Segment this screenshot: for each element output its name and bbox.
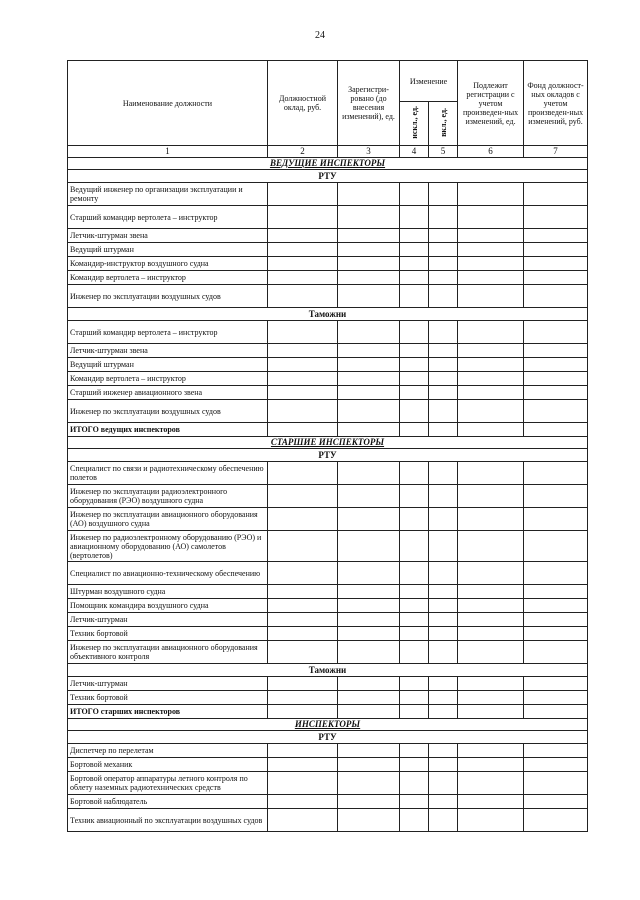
registered-cell[interactable] bbox=[338, 321, 400, 344]
salary-cell[interactable] bbox=[268, 641, 338, 664]
to-register-cell[interactable] bbox=[458, 206, 524, 229]
position-name: Инженер по эксплуатации воздушных судов bbox=[68, 285, 268, 308]
salary-fund-cell[interactable] bbox=[524, 206, 588, 229]
included-cell[interactable] bbox=[429, 271, 458, 285]
salary-cell[interactable] bbox=[268, 229, 338, 243]
excluded-cell[interactable] bbox=[400, 585, 429, 599]
excluded-cell[interactable] bbox=[400, 641, 429, 664]
salary-cell[interactable] bbox=[268, 285, 338, 308]
salary-cell[interactable] bbox=[268, 795, 338, 809]
position-name: Бортовой механик bbox=[68, 758, 268, 772]
to-register-cell[interactable] bbox=[458, 677, 524, 691]
excluded-cell[interactable] bbox=[400, 400, 429, 423]
salary-cell[interactable] bbox=[268, 243, 338, 257]
group-title bbox=[68, 308, 588, 321]
table-row bbox=[68, 321, 588, 344]
position-name: Техник авиационный по эксплуатации воздушных судов bbox=[68, 809, 268, 832]
excluded-cell[interactable] bbox=[400, 809, 429, 832]
salary-cell[interactable] bbox=[268, 744, 338, 758]
excluded-cell[interactable] bbox=[400, 321, 429, 344]
included-cell[interactable] bbox=[429, 257, 458, 271]
to-register-cell[interactable] bbox=[458, 627, 524, 641]
excluded-cell[interactable] bbox=[400, 705, 429, 719]
excluded-cell[interactable] bbox=[400, 423, 429, 437]
table-row bbox=[68, 285, 588, 308]
salary-fund-cell[interactable] bbox=[524, 358, 588, 372]
registered-cell[interactable] bbox=[338, 809, 400, 832]
salary-cell[interactable] bbox=[268, 462, 338, 485]
registered-cell[interactable] bbox=[338, 271, 400, 285]
section-title bbox=[68, 437, 588, 449]
salary-cell[interactable] bbox=[268, 372, 338, 386]
table-row bbox=[68, 344, 588, 358]
excluded-cell[interactable] bbox=[400, 344, 429, 358]
excluded-cell[interactable] bbox=[400, 562, 429, 585]
to-register-cell[interactable] bbox=[458, 400, 524, 423]
registered-cell[interactable] bbox=[338, 508, 400, 531]
table-row bbox=[68, 809, 588, 832]
group-title bbox=[68, 449, 588, 462]
salary-cell[interactable] bbox=[268, 485, 338, 508]
salary-fund-cell[interactable] bbox=[524, 423, 588, 437]
position-name: Инженер по эксплуатации воздушных судов bbox=[68, 400, 268, 423]
registered-cell[interactable] bbox=[338, 705, 400, 719]
included-cell[interactable] bbox=[429, 423, 458, 437]
position-name: Ведущий штурман bbox=[68, 243, 268, 257]
excluded-cell[interactable] bbox=[400, 531, 429, 562]
to-register-cell[interactable] bbox=[458, 372, 524, 386]
salary-cell[interactable] bbox=[268, 400, 338, 423]
salary-cell[interactable] bbox=[268, 183, 338, 206]
salary-fund-cell[interactable] bbox=[524, 795, 588, 809]
position-name: Специалист по связи и радиотехническому обеспечению полетов bbox=[68, 462, 268, 485]
position-name: Бортовой оператор аппаратуры летного контроля по облету наземных радиотехнических средств bbox=[68, 772, 268, 795]
excluded-cell[interactable] bbox=[400, 744, 429, 758]
column-number: 1 bbox=[68, 146, 268, 158]
salary-cell[interactable] bbox=[268, 321, 338, 344]
salary-fund-cell[interactable] bbox=[524, 485, 588, 508]
table-row bbox=[68, 229, 588, 243]
registered-cell[interactable] bbox=[338, 677, 400, 691]
included-cell[interactable] bbox=[429, 344, 458, 358]
header-registered: Зарегистри-ровано (до внесения изменений), ед. bbox=[338, 61, 400, 146]
table-row bbox=[68, 462, 588, 485]
table-row bbox=[68, 691, 588, 705]
table-body bbox=[68, 146, 588, 832]
salary-cell[interactable] bbox=[268, 809, 338, 832]
table-row bbox=[68, 744, 588, 758]
to-register-cell[interactable] bbox=[458, 691, 524, 705]
group-title-label: РТУ bbox=[68, 449, 588, 462]
to-register-cell[interactable] bbox=[458, 344, 524, 358]
excluded-cell[interactable] bbox=[400, 462, 429, 485]
to-register-cell[interactable] bbox=[458, 744, 524, 758]
header-position-name: Наименование должности bbox=[68, 61, 268, 146]
page-number: 24 bbox=[315, 30, 325, 41]
column-number: 5 bbox=[429, 146, 458, 158]
salary-cell[interactable] bbox=[268, 271, 338, 285]
salary-fund-cell[interactable] bbox=[524, 400, 588, 423]
table-row bbox=[68, 243, 588, 257]
salary-cell[interactable] bbox=[268, 358, 338, 372]
salary-cell[interactable] bbox=[268, 599, 338, 613]
registered-cell[interactable] bbox=[338, 599, 400, 613]
to-register-cell[interactable] bbox=[458, 795, 524, 809]
included-cell[interactable] bbox=[429, 627, 458, 641]
position-name: Командир вертолета – инструктор bbox=[68, 372, 268, 386]
table-row bbox=[68, 257, 588, 271]
to-register-cell[interactable] bbox=[458, 705, 524, 719]
group-title-label: РТУ bbox=[68, 170, 588, 183]
to-register-cell[interactable] bbox=[458, 599, 524, 613]
group-title-label: РТУ bbox=[68, 731, 588, 744]
salary-cell[interactable] bbox=[268, 627, 338, 641]
salary-cell[interactable] bbox=[268, 423, 338, 437]
included-cell[interactable] bbox=[429, 229, 458, 243]
section-title-label: ИНСПЕКТОРЫ bbox=[68, 719, 588, 731]
salary-cell[interactable] bbox=[268, 691, 338, 705]
included-cell[interactable] bbox=[429, 485, 458, 508]
registered-cell[interactable] bbox=[338, 183, 400, 206]
group-title bbox=[68, 664, 588, 677]
salary-fund-cell[interactable] bbox=[524, 344, 588, 358]
excluded-cell[interactable] bbox=[400, 372, 429, 386]
included-cell[interactable] bbox=[429, 677, 458, 691]
table-row bbox=[68, 627, 588, 641]
excluded-cell[interactable] bbox=[400, 627, 429, 641]
salary-fund-cell[interactable] bbox=[524, 229, 588, 243]
position-name: Летчик-штурман звена bbox=[68, 229, 268, 243]
included-cell[interactable] bbox=[429, 358, 458, 372]
salary-fund-cell[interactable] bbox=[524, 321, 588, 344]
table-row bbox=[68, 772, 588, 795]
position-name: Инженер по эксплуатации авиационного оборудования объективного контроля bbox=[68, 641, 268, 664]
registered-cell[interactable] bbox=[338, 531, 400, 562]
to-register-cell[interactable] bbox=[458, 257, 524, 271]
total-label: ИТОГО ведущих инспекторов bbox=[68, 423, 268, 437]
excluded-cell[interactable] bbox=[400, 758, 429, 772]
to-register-cell[interactable] bbox=[458, 758, 524, 772]
salary-fund-cell[interactable] bbox=[524, 613, 588, 627]
to-register-cell[interactable] bbox=[458, 423, 524, 437]
included-cell[interactable] bbox=[429, 641, 458, 664]
salary-fund-cell[interactable] bbox=[524, 386, 588, 400]
excluded-cell[interactable] bbox=[400, 206, 429, 229]
to-register-cell[interactable] bbox=[458, 809, 524, 832]
excluded-cell[interactable] bbox=[400, 271, 429, 285]
to-register-cell[interactable] bbox=[458, 285, 524, 308]
table-row bbox=[68, 358, 588, 372]
to-register-cell[interactable] bbox=[458, 183, 524, 206]
column-number: 3 bbox=[338, 146, 400, 158]
group-title-label: Таможни bbox=[68, 664, 588, 677]
salary-cell[interactable] bbox=[268, 613, 338, 627]
section-title-label: СТАРШИЕ ИНСПЕКТОРЫ bbox=[68, 437, 588, 449]
position-name: Специалист по авиационно-техническому обеспечению bbox=[68, 562, 268, 585]
registered-cell[interactable] bbox=[338, 400, 400, 423]
to-register-cell[interactable] bbox=[458, 229, 524, 243]
excluded-cell[interactable] bbox=[400, 485, 429, 508]
included-cell[interactable] bbox=[429, 562, 458, 585]
header-change: Изменение bbox=[400, 61, 458, 102]
registered-cell[interactable] bbox=[338, 358, 400, 372]
to-register-cell[interactable] bbox=[458, 772, 524, 795]
group-title-label: Таможни bbox=[68, 308, 588, 321]
included-cell[interactable] bbox=[429, 691, 458, 705]
registered-cell[interactable] bbox=[338, 229, 400, 243]
salary-cell[interactable] bbox=[268, 562, 338, 585]
table-row bbox=[68, 206, 588, 229]
included-cell[interactable] bbox=[429, 599, 458, 613]
to-register-cell[interactable] bbox=[458, 585, 524, 599]
registered-cell[interactable] bbox=[338, 372, 400, 386]
position-name: Летчик-штурман bbox=[68, 677, 268, 691]
table-row bbox=[68, 508, 588, 531]
salary-fund-cell[interactable] bbox=[524, 641, 588, 664]
position-name: Техник бортовой bbox=[68, 627, 268, 641]
position-name: Инженер по эксплуатации радиоэлектронного оборудования (РЭО) воздушного судна bbox=[68, 485, 268, 508]
included-cell[interactable] bbox=[429, 386, 458, 400]
position-name: Техник бортовой bbox=[68, 691, 268, 705]
salary-cell[interactable] bbox=[268, 585, 338, 599]
excluded-cell[interactable] bbox=[400, 599, 429, 613]
position-name: Командир-инструктор воздушного судна bbox=[68, 257, 268, 271]
table-row bbox=[68, 400, 588, 423]
included-cell[interactable] bbox=[429, 772, 458, 795]
included-cell[interactable] bbox=[429, 758, 458, 772]
position-name: Ведущий штурман bbox=[68, 358, 268, 372]
column-number: 6 bbox=[458, 146, 524, 158]
position-name: Инженер по эксплуатации авиационного оборудования (АО) воздушного судна bbox=[68, 508, 268, 531]
to-register-cell[interactable] bbox=[458, 613, 524, 627]
salary-fund-cell[interactable] bbox=[524, 772, 588, 795]
position-name: Диспетчер по перелетам bbox=[68, 744, 268, 758]
salary-fund-cell[interactable] bbox=[524, 462, 588, 485]
excluded-cell[interactable] bbox=[400, 613, 429, 627]
included-cell[interactable] bbox=[429, 372, 458, 386]
included-cell[interactable] bbox=[429, 744, 458, 758]
registered-cell[interactable] bbox=[338, 744, 400, 758]
position-name: Командир вертолета – инструктор bbox=[68, 271, 268, 285]
to-register-cell[interactable] bbox=[458, 485, 524, 508]
excluded-cell[interactable] bbox=[400, 183, 429, 206]
to-register-cell[interactable] bbox=[458, 271, 524, 285]
position-name: Старший инженер авиационного звена bbox=[68, 386, 268, 400]
excluded-cell[interactable] bbox=[400, 772, 429, 795]
total-row bbox=[68, 705, 588, 719]
salary-fund-cell[interactable] bbox=[524, 508, 588, 531]
table-row bbox=[68, 372, 588, 386]
included-cell[interactable] bbox=[429, 206, 458, 229]
salary-fund-cell[interactable] bbox=[524, 705, 588, 719]
column-number: 2 bbox=[268, 146, 338, 158]
excluded-cell[interactable] bbox=[400, 358, 429, 372]
table-row bbox=[68, 677, 588, 691]
position-name: Летчик-штурман звена bbox=[68, 344, 268, 358]
to-register-cell[interactable] bbox=[458, 562, 524, 585]
salary-fund-cell[interactable] bbox=[524, 183, 588, 206]
salary-cell[interactable] bbox=[268, 758, 338, 772]
salary-fund-cell[interactable] bbox=[524, 809, 588, 832]
registered-cell[interactable] bbox=[338, 758, 400, 772]
total-row bbox=[68, 423, 588, 437]
excluded-cell[interactable] bbox=[400, 243, 429, 257]
registered-cell[interactable] bbox=[338, 795, 400, 809]
registered-cell[interactable] bbox=[338, 562, 400, 585]
to-register-cell[interactable] bbox=[458, 386, 524, 400]
table-row bbox=[68, 183, 588, 206]
staffing-table bbox=[67, 60, 588, 832]
table-row bbox=[68, 485, 588, 508]
included-cell[interactable] bbox=[429, 809, 458, 832]
salary-fund-cell[interactable] bbox=[524, 372, 588, 386]
excluded-cell[interactable] bbox=[400, 691, 429, 705]
position-name: Ведущий инженер по организации эксплуатации и ремонту bbox=[68, 183, 268, 206]
to-register-cell[interactable] bbox=[458, 243, 524, 257]
excluded-cell[interactable] bbox=[400, 508, 429, 531]
to-register-cell[interactable] bbox=[458, 531, 524, 562]
excluded-cell[interactable] bbox=[400, 257, 429, 271]
header-included: вкл., ед. bbox=[429, 102, 458, 146]
to-register-cell[interactable] bbox=[458, 321, 524, 344]
excluded-cell[interactable] bbox=[400, 795, 429, 809]
registered-cell[interactable] bbox=[338, 627, 400, 641]
registered-cell[interactable] bbox=[338, 691, 400, 705]
salary-cell[interactable] bbox=[268, 257, 338, 271]
table-row bbox=[68, 641, 588, 664]
column-numbers-row bbox=[68, 146, 588, 158]
table-row bbox=[68, 585, 588, 599]
salary-cell[interactable] bbox=[268, 508, 338, 531]
salary-fund-cell[interactable] bbox=[524, 677, 588, 691]
salary-cell[interactable] bbox=[268, 705, 338, 719]
salary-fund-cell[interactable] bbox=[524, 271, 588, 285]
table-row bbox=[68, 758, 588, 772]
column-number: 7 bbox=[524, 146, 588, 158]
registered-cell[interactable] bbox=[338, 772, 400, 795]
to-register-cell[interactable] bbox=[458, 641, 524, 664]
salary-cell[interactable] bbox=[268, 531, 338, 562]
included-cell[interactable] bbox=[429, 531, 458, 562]
position-name: Инженер по радиоэлектронному оборудованию (РЭО) и авиационному оборудованию (АО) самолетов (вертолетов) bbox=[68, 531, 268, 562]
excluded-cell[interactable] bbox=[400, 229, 429, 243]
to-register-cell[interactable] bbox=[458, 358, 524, 372]
position-name: Старший командир вертолета – инструктор bbox=[68, 206, 268, 229]
position-name: Помощник командира воздушного судна bbox=[68, 599, 268, 613]
to-register-cell[interactable] bbox=[458, 462, 524, 485]
registered-cell[interactable] bbox=[338, 206, 400, 229]
salary-fund-cell[interactable] bbox=[524, 758, 588, 772]
included-cell[interactable] bbox=[429, 508, 458, 531]
included-cell[interactable] bbox=[429, 243, 458, 257]
column-number: 4 bbox=[400, 146, 429, 158]
table-row bbox=[68, 795, 588, 809]
salary-fund-cell[interactable] bbox=[524, 585, 588, 599]
registered-cell[interactable] bbox=[338, 585, 400, 599]
salary-cell[interactable] bbox=[268, 206, 338, 229]
salary-cell[interactable] bbox=[268, 344, 338, 358]
salary-fund-cell[interactable] bbox=[524, 562, 588, 585]
registered-cell[interactable] bbox=[338, 641, 400, 664]
registered-cell[interactable] bbox=[338, 257, 400, 271]
salary-fund-cell[interactable] bbox=[524, 744, 588, 758]
excluded-cell[interactable] bbox=[400, 386, 429, 400]
position-name: Бортовой наблюдатель bbox=[68, 795, 268, 809]
registered-cell[interactable] bbox=[338, 344, 400, 358]
section-title bbox=[68, 158, 588, 170]
registered-cell[interactable] bbox=[338, 485, 400, 508]
included-cell[interactable] bbox=[429, 585, 458, 599]
header-excluded: искл., ед. bbox=[400, 102, 429, 146]
salary-fund-cell[interactable] bbox=[524, 531, 588, 562]
salary-fund-cell[interactable] bbox=[524, 599, 588, 613]
registered-cell[interactable] bbox=[338, 613, 400, 627]
salary-fund-cell[interactable] bbox=[524, 243, 588, 257]
included-cell[interactable] bbox=[429, 183, 458, 206]
registered-cell[interactable] bbox=[338, 243, 400, 257]
header-salary-fund: Фонд должност-ных окладов с учетом произведен-ных изменений, руб. bbox=[524, 61, 588, 146]
salary-cell[interactable] bbox=[268, 772, 338, 795]
included-cell[interactable] bbox=[429, 321, 458, 344]
included-cell[interactable] bbox=[429, 400, 458, 423]
included-cell[interactable] bbox=[429, 285, 458, 308]
registered-cell[interactable] bbox=[338, 386, 400, 400]
position-name: Старший командир вертолета – инструктор bbox=[68, 321, 268, 344]
table-row bbox=[68, 271, 588, 285]
header-salary: Должностной оклад, руб. bbox=[268, 61, 338, 146]
table-row bbox=[68, 386, 588, 400]
group-title bbox=[68, 170, 588, 183]
position-name: Летчик-штурман bbox=[68, 613, 268, 627]
salary-fund-cell[interactable] bbox=[524, 285, 588, 308]
included-cell[interactable] bbox=[429, 705, 458, 719]
salary-fund-cell[interactable] bbox=[524, 627, 588, 641]
registered-cell[interactable] bbox=[338, 423, 400, 437]
excluded-cell[interactable] bbox=[400, 677, 429, 691]
header-to-register: Подлежит регистрации с учетом произведен-ных изменений, ед. bbox=[458, 61, 524, 146]
included-cell[interactable] bbox=[429, 613, 458, 627]
to-register-cell[interactable] bbox=[458, 508, 524, 531]
salary-cell[interactable] bbox=[268, 677, 338, 691]
table-row bbox=[68, 613, 588, 627]
position-name: Штурман воздушного судна bbox=[68, 585, 268, 599]
included-cell[interactable] bbox=[429, 462, 458, 485]
registered-cell[interactable] bbox=[338, 285, 400, 308]
table-row bbox=[68, 599, 588, 613]
table-row bbox=[68, 531, 588, 562]
section-title-label: ВЕДУЩИЕ ИНСПЕКТОРЫ bbox=[68, 158, 588, 170]
salary-fund-cell[interactable] bbox=[524, 257, 588, 271]
registered-cell[interactable] bbox=[338, 462, 400, 485]
table-row bbox=[68, 562, 588, 585]
group-title bbox=[68, 731, 588, 744]
salary-cell[interactable] bbox=[268, 386, 338, 400]
total-label: ИТОГО старших инспекторов bbox=[68, 705, 268, 719]
included-cell[interactable] bbox=[429, 795, 458, 809]
section-title bbox=[68, 719, 588, 731]
excluded-cell[interactable] bbox=[400, 285, 429, 308]
salary-fund-cell[interactable] bbox=[524, 691, 588, 705]
